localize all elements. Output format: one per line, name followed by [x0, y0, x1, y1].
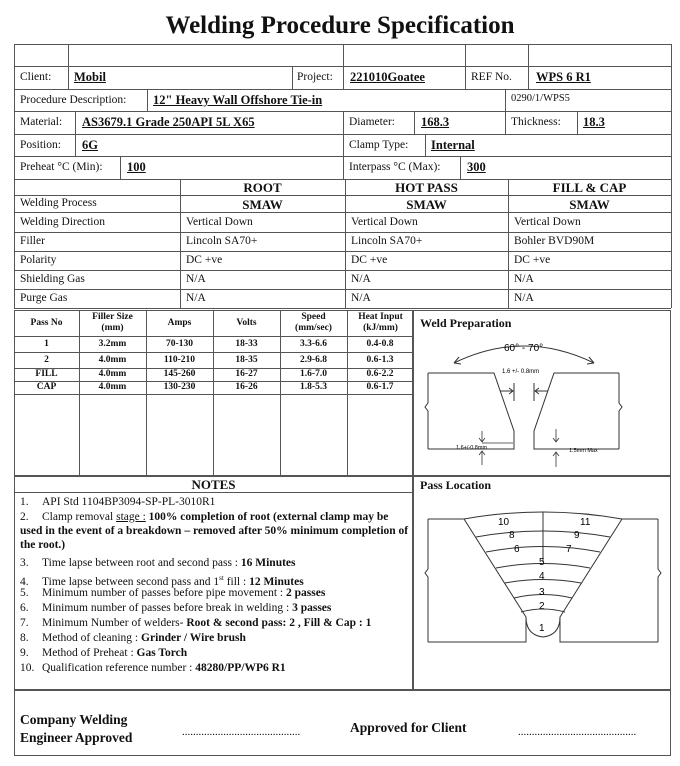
- cell: Vertical Down: [351, 216, 418, 228]
- client-label: Client:: [20, 71, 52, 83]
- pass-location-diagram: [414, 477, 670, 689]
- client-approval-label: Approved for Client: [350, 720, 467, 735]
- process-root: SMAW: [242, 197, 283, 212]
- row-label: Purge Gas: [20, 292, 68, 304]
- cell: Vertical Down: [186, 216, 253, 228]
- position-value: 6G: [82, 138, 98, 152]
- pass-number: 11: [580, 517, 591, 528]
- pass-header: Speed (mm/sec): [295, 312, 332, 333]
- pass-cell: 1.6-7.0: [300, 369, 327, 379]
- preheat-value: 100: [127, 160, 146, 174]
- client-signature-line: ...........................................: [518, 726, 637, 738]
- col-root: ROOT: [243, 180, 282, 195]
- row-label: Polarity: [20, 254, 57, 266]
- procedure-value: 12" Heavy Wall Offshore Tie-in: [153, 93, 323, 107]
- thickness-value: 18.3: [583, 115, 605, 129]
- weld-prep-title: Weld Preparation: [420, 316, 512, 330]
- note-item: 3. Time lapse between root and second pass : 16 Minutes: [20, 557, 296, 569]
- ref-value: WPS 6 R1: [536, 70, 591, 84]
- notes-title: NOTES: [191, 477, 236, 492]
- engineer-approval-label: Company Welding Engineer Approved: [20, 712, 133, 745]
- cell: Lincoln SA70+: [186, 235, 258, 247]
- max-label: 1.5mm Max: [569, 448, 598, 454]
- pass-cell: 1: [44, 339, 49, 349]
- pass-location-title: Pass Location: [420, 478, 492, 492]
- cell: N/A: [514, 273, 534, 285]
- pass-header: Filler Size (mm): [92, 312, 133, 333]
- weld-prep-diagram: [414, 311, 670, 475]
- col-hot-pass: HOT PASS: [395, 180, 458, 195]
- pass-cell: 2: [44, 355, 49, 365]
- pass-number: 9: [574, 530, 580, 541]
- pass-number: 1: [539, 623, 545, 634]
- pass-cell: 110-210: [163, 355, 196, 365]
- doc-number: 0290/1/WPS5: [511, 93, 570, 104]
- interpass-value: 300: [467, 160, 486, 174]
- note-item: 8. Method of cleaning : Grinder / Wire brush: [20, 632, 246, 644]
- pass-number: 10: [498, 517, 510, 528]
- project-label: Project:: [297, 71, 333, 83]
- cell: N/A: [351, 292, 371, 304]
- pass-number: 8: [509, 530, 515, 541]
- pass-cell: 2.9-6.8: [300, 355, 327, 365]
- diameter-label: Diameter:: [349, 116, 395, 128]
- material-value: AS3679.1 Grade 250API 5L X65: [82, 115, 255, 129]
- clamp-label: Clamp Type:: [349, 139, 409, 151]
- cell: DC +ve: [186, 254, 223, 266]
- note-item: 6. Minimum number of passes before break in welding : 3 passes: [20, 602, 332, 614]
- clamp-value: Internal: [431, 138, 475, 152]
- row-label: Welding Direction: [20, 216, 105, 228]
- note-item: 2. Clamp removal stage : 100% completion of root (external clamp may be used in the event of a breakdown – removed after 50% minimum completion of the root.): [20, 511, 409, 551]
- ref-label: REF No.: [471, 71, 512, 83]
- cell: N/A: [186, 273, 206, 285]
- preheat-label: Preheat °C (Min):: [20, 161, 103, 173]
- pass-number: 3: [539, 587, 545, 598]
- cell: N/A: [514, 292, 534, 304]
- position-label: Position:: [20, 139, 61, 151]
- pass-cell: 3.2mm: [98, 339, 127, 349]
- pass-cell: 130-230: [163, 382, 196, 392]
- cell: N/A: [351, 273, 371, 285]
- pass-cell: 1.8-5.3: [300, 382, 327, 392]
- cell: Bohler BVD90M: [514, 235, 595, 247]
- pass-cell: 4.0mm: [98, 369, 127, 379]
- cell: N/A: [186, 292, 206, 304]
- pass-cell: 4.0mm: [98, 382, 127, 392]
- pass-cell: 0.6-2.2: [366, 369, 394, 379]
- page-title: Welding Procedure Specification: [165, 12, 515, 39]
- row-label: Shielding Gas: [20, 273, 85, 285]
- diameter-value: 168.3: [421, 115, 450, 129]
- col-fill-cap: FILL & CAP: [552, 180, 627, 195]
- cell: DC +ve: [514, 254, 551, 266]
- pass-number: 4: [539, 571, 545, 582]
- pass-number: 6: [514, 544, 520, 555]
- pass-cell: 70-130: [166, 339, 193, 349]
- cell: Lincoln SA70+: [351, 235, 423, 247]
- note-item: 9. Method of Preheat : Gas Torch: [20, 647, 188, 659]
- note-item: 5. Minimum number of passes before pipe movement : 2 passes: [20, 587, 326, 599]
- pass-cell: 18-35: [235, 355, 258, 365]
- pass-header: Volts: [236, 318, 257, 328]
- pass-cell: 3.3-6.6: [300, 339, 327, 349]
- cell: Vertical Down: [514, 216, 581, 228]
- gap-label: 1.6 +/- 0.8mm: [502, 369, 540, 375]
- pass-cell: FILL: [35, 369, 58, 379]
- pass-number: 7: [566, 544, 572, 555]
- note-item: 1. API Std 1104BP3094-SP-PL-3010R1: [20, 496, 216, 508]
- note-item: 7. Minimum Number of welders- Root & second pass: 2 , Fill & Cap : 1: [20, 617, 372, 629]
- pass-cell: 0.6-1.7: [366, 382, 394, 392]
- process-hot: SMAW: [406, 197, 447, 212]
- cell: DC +ve: [351, 254, 388, 266]
- client-value: Mobil: [74, 70, 106, 84]
- pass-cell: 4.0mm: [98, 355, 127, 365]
- angle-label: 60° - 70°: [504, 343, 544, 354]
- pass-number: 5: [539, 557, 545, 568]
- pass-cell: 0.4-0.8: [366, 339, 394, 349]
- pass-cell: 16-27: [235, 369, 258, 379]
- row-label: Filler: [20, 235, 45, 247]
- procedure-label: Procedure Description:: [20, 94, 127, 106]
- pass-number: 2: [539, 601, 545, 612]
- pass-cell: 0.6-1.3: [366, 355, 394, 365]
- thickness-label: Thickness:: [511, 116, 561, 128]
- pass-cell: CAP: [36, 382, 57, 392]
- interpass-label: Interpass °C (Max):: [349, 161, 441, 173]
- material-label: Material:: [20, 116, 63, 128]
- process-fill: SMAW: [569, 197, 610, 212]
- engineer-signature-line: ...........................................: [182, 726, 301, 738]
- pass-header: Amps: [167, 318, 192, 328]
- note-item: 10. Qualification reference number : 48280/PP/WP6 R1: [20, 662, 286, 674]
- pass-cell: 145-260: [163, 369, 196, 379]
- pass-header: Pass No: [30, 318, 63, 328]
- note-item: 4. Time lapse between second pass and 1st fill : 12 Minutes: [20, 574, 304, 588]
- pass-header: Heat Input (kJ/mm): [358, 312, 403, 333]
- root-face-label: 1.6+/-0.8mm: [456, 445, 488, 451]
- pass-cell: 16-26: [235, 382, 258, 392]
- row-label: Welding Process: [20, 197, 97, 209]
- project-value: 221010Goatee: [350, 70, 425, 84]
- pass-cell: 18-33: [235, 339, 258, 349]
